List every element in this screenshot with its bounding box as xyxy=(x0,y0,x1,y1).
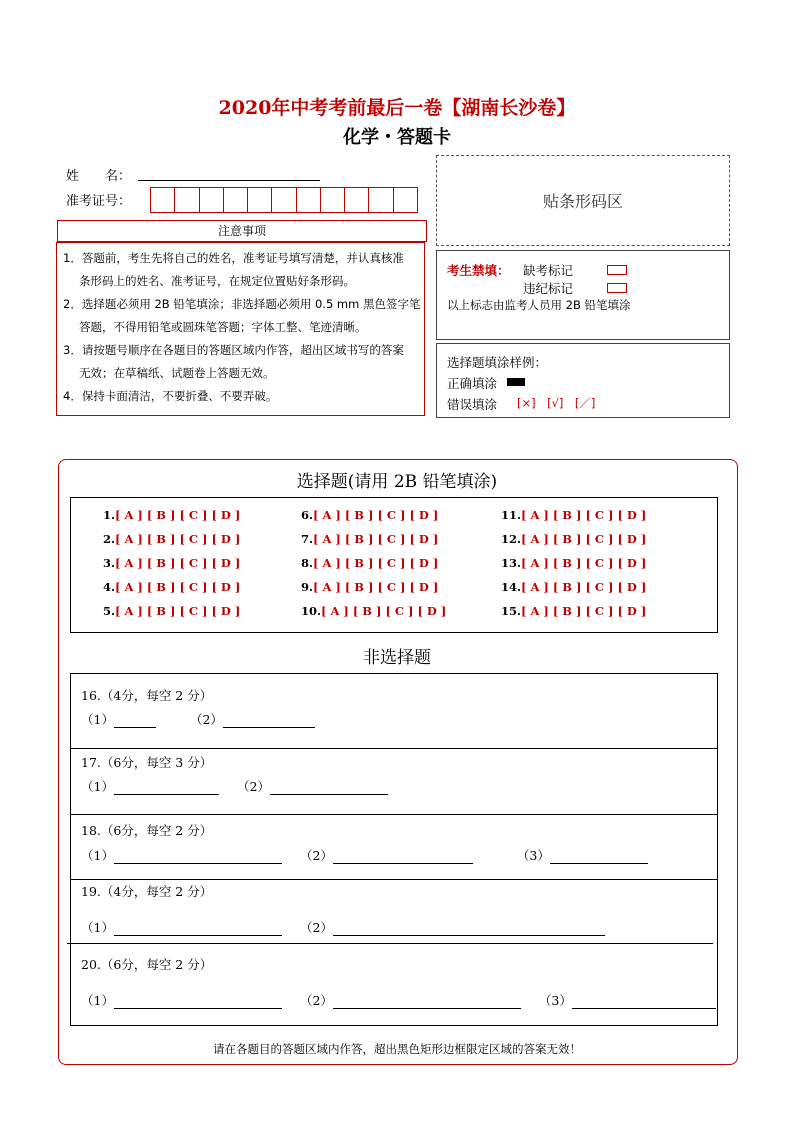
correct-fill-sample xyxy=(507,378,525,386)
answer-blank[interactable] xyxy=(333,850,473,864)
choice-number: 1. xyxy=(103,508,116,522)
note-line: 无效；在草稿纸、试题卷上答题无效。 xyxy=(79,366,275,380)
choice-row[interactable] xyxy=(301,532,438,546)
question-17-header: 17.（6分，每空 3 分） xyxy=(81,755,213,770)
choice-row[interactable] xyxy=(501,580,646,594)
page-subtitle: 化学・答题卡 xyxy=(343,127,451,148)
question-17-box xyxy=(70,747,718,815)
choice-number: 10. xyxy=(301,604,322,618)
question-20-answers xyxy=(81,991,716,1009)
question-17-answers xyxy=(81,777,388,795)
name-label: 姓 名： xyxy=(66,169,132,184)
choice-number: 12. xyxy=(501,532,522,546)
id-label: 准考证号： xyxy=(66,194,132,209)
answer-blank[interactable] xyxy=(333,922,605,936)
choice-options[interactable]: [ A ] [ B ] [ C ] [ D ] xyxy=(521,556,647,570)
blank-label: （2） xyxy=(299,993,333,1008)
sample-title: 选择题填涂样例： xyxy=(447,355,548,370)
choice-number: 15. xyxy=(501,604,522,618)
nonchoice-section-title: 非选择题 xyxy=(363,648,431,668)
blank-label: （1） xyxy=(81,993,114,1008)
id-digit-box[interactable] xyxy=(394,188,417,212)
exam-id-boxes[interactable] xyxy=(150,187,418,213)
note-line: 1．答题前，考生先将自己的姓名，准考证号填写清楚，并认真核准 xyxy=(63,251,404,265)
choice-row[interactable] xyxy=(301,508,438,522)
footer-note: 请在各题目的答题区域内作答，超出黑色矩形边框限定区域的答案无效！ xyxy=(213,1042,581,1056)
choice-number: 9. xyxy=(301,580,314,594)
choice-options[interactable]: [ A ] [ B ] [ C ] [ D ] xyxy=(313,532,439,546)
absent-label: 缺考标记 xyxy=(523,263,574,278)
choice-row[interactable] xyxy=(103,556,240,570)
blank-label: （3） xyxy=(538,993,572,1008)
page-title: 2020年中考考前最后一卷【湖南长沙卷】 xyxy=(218,97,576,119)
id-digit-box[interactable] xyxy=(224,188,248,212)
examiner-marks-box xyxy=(436,250,730,340)
answer-blank[interactable] xyxy=(270,781,388,795)
answer-blank[interactable] xyxy=(114,922,282,936)
ban-label: 考生禁填： xyxy=(447,263,510,278)
question-16-answers xyxy=(81,710,315,728)
choice-section-title: 选择题(请用 2B 铅笔填涂) xyxy=(296,472,498,492)
question-18-answers xyxy=(81,846,648,864)
wrong-label: 错误填涂 xyxy=(447,397,498,412)
note-line: 4．保持卡面清洁，不要折叠、不要弄破。 xyxy=(63,389,278,403)
answer-blank[interactable] xyxy=(572,995,716,1009)
blank-label: （2） xyxy=(236,779,270,794)
choice-row[interactable] xyxy=(501,508,646,522)
answer-blank[interactable] xyxy=(114,850,282,864)
note-line: 条形码上的姓名、准考证号，在规定位置贴好条形码。 xyxy=(79,274,355,288)
choice-options[interactable]: [ A ] [ B ] [ C ] [ D ] xyxy=(521,580,647,594)
question-19-20-box xyxy=(70,879,718,1026)
absent-mark-box[interactable] xyxy=(607,265,627,275)
choice-number: 14. xyxy=(501,580,522,594)
note-line: 2．选择题必须用 2B 铅笔填涂；非选择题必须用 0.5 mm 黑色签字笔 xyxy=(63,297,421,311)
choice-row[interactable] xyxy=(501,604,646,618)
fill-sample-box xyxy=(436,343,730,418)
notes-box xyxy=(56,242,425,416)
id-digit-box[interactable] xyxy=(369,188,393,212)
blank-label: （1） xyxy=(81,779,114,794)
choice-number: 13. xyxy=(501,556,522,570)
choice-options[interactable]: [ A ] [ B ] [ C ] [ D ] xyxy=(521,604,647,618)
correct-label: 正确填涂 xyxy=(447,376,498,391)
answer-blank[interactable] xyxy=(550,850,648,864)
choice-number: 11. xyxy=(501,508,522,522)
choice-number: 2. xyxy=(103,532,116,546)
choice-number: 8. xyxy=(301,556,314,570)
choice-number: 3. xyxy=(103,556,116,570)
wrong-marks: [×] [√] [／] xyxy=(517,396,596,410)
choice-options[interactable]: [ A ] [ B ] [ C ] [ D ] xyxy=(115,508,241,522)
id-digit-box[interactable] xyxy=(321,188,345,212)
question-19-answers xyxy=(81,918,605,936)
choice-row[interactable] xyxy=(301,604,446,618)
id-digit-box[interactable] xyxy=(272,188,296,212)
question-18-box xyxy=(70,815,718,880)
choice-options[interactable]: [ A ] [ B ] [ C ] [ D ] xyxy=(321,604,447,618)
note-line: 3．请按题号顺序在各题目的答题区域内作答，超出区域书写的答案 xyxy=(63,343,404,357)
question-16-box xyxy=(70,673,718,749)
choice-number: 5. xyxy=(103,604,116,618)
blank-label: （1） xyxy=(81,920,114,935)
id-digit-box[interactable] xyxy=(248,188,272,212)
divider-line xyxy=(67,943,713,944)
id-digit-box[interactable] xyxy=(345,188,369,212)
choice-options[interactable]: [ A ] [ B ] [ C ] [ D ] xyxy=(115,556,241,570)
choice-grid xyxy=(70,497,718,633)
answer-blank[interactable] xyxy=(114,781,219,795)
choice-row[interactable] xyxy=(103,508,240,522)
violation-label: 违纪标记 xyxy=(523,281,574,296)
choice-row[interactable] xyxy=(103,580,240,594)
name-field[interactable] xyxy=(138,180,320,181)
choice-row[interactable] xyxy=(103,604,240,618)
choice-options[interactable]: [ A ] [ B ] [ C ] [ D ] xyxy=(313,556,439,570)
choice-row[interactable] xyxy=(301,556,438,570)
ban-note: 以上标志由监考人员用 2B 铅笔填涂 xyxy=(447,298,631,312)
choice-options[interactable]: [ A ] [ B ] [ C ] [ D ] xyxy=(521,508,647,522)
choice-options[interactable]: [ A ] [ B ] [ C ] [ D ] xyxy=(313,508,439,522)
choice-options[interactable]: [ A ] [ B ] [ C ] [ D ] xyxy=(115,604,241,618)
question-19-header: 19.（4分，每空 2 分） xyxy=(81,884,213,899)
blank-label: （2） xyxy=(299,920,333,935)
question-18-header: 18.（6分，每空 2 分） xyxy=(81,823,213,838)
id-digit-box[interactable] xyxy=(200,188,224,212)
choice-number: 4. xyxy=(103,580,116,594)
id-digit-box[interactable] xyxy=(151,188,175,212)
blank-label: （3） xyxy=(516,848,550,863)
blank-label: （1） xyxy=(81,848,114,863)
violation-mark-box[interactable] xyxy=(607,283,627,293)
question-16-header: 16.（4分，每空 2 分） xyxy=(81,688,213,703)
id-digit-box[interactable] xyxy=(175,188,199,212)
blank-label: （1） xyxy=(81,712,114,727)
barcode-label: 贴条形码区 xyxy=(542,192,623,211)
choice-number: 7. xyxy=(301,532,314,546)
note-line: 答题，不得用铅笔或圆珠笔答题；字体工整、笔迹清晰。 xyxy=(79,320,367,334)
choice-options[interactable]: [ A ] [ B ] [ C ] [ D ] xyxy=(115,580,241,594)
answer-blank[interactable] xyxy=(333,995,521,1009)
choice-options[interactable]: [ A ] [ B ] [ C ] [ D ] xyxy=(313,580,439,594)
choice-row[interactable] xyxy=(301,580,438,594)
answer-blank[interactable] xyxy=(114,714,156,728)
id-digit-box[interactable] xyxy=(297,188,321,212)
choice-row[interactable] xyxy=(501,532,646,546)
choice-options[interactable]: [ A ] [ B ] [ C ] [ D ] xyxy=(115,532,241,546)
blank-label: （2） xyxy=(189,712,223,727)
answer-blank[interactable] xyxy=(223,714,315,728)
choice-number: 6. xyxy=(301,508,314,522)
choice-options[interactable]: [ A ] [ B ] [ C ] [ D ] xyxy=(521,532,647,546)
blank-label: （2） xyxy=(299,848,333,863)
answer-blank[interactable] xyxy=(114,995,282,1009)
choice-row[interactable] xyxy=(501,556,646,570)
question-20-header: 20.（6分，每空 2 分） xyxy=(81,957,213,972)
choice-row[interactable] xyxy=(103,532,240,546)
notes-heading: 注意事项 xyxy=(57,220,427,242)
barcode-area xyxy=(436,155,730,246)
